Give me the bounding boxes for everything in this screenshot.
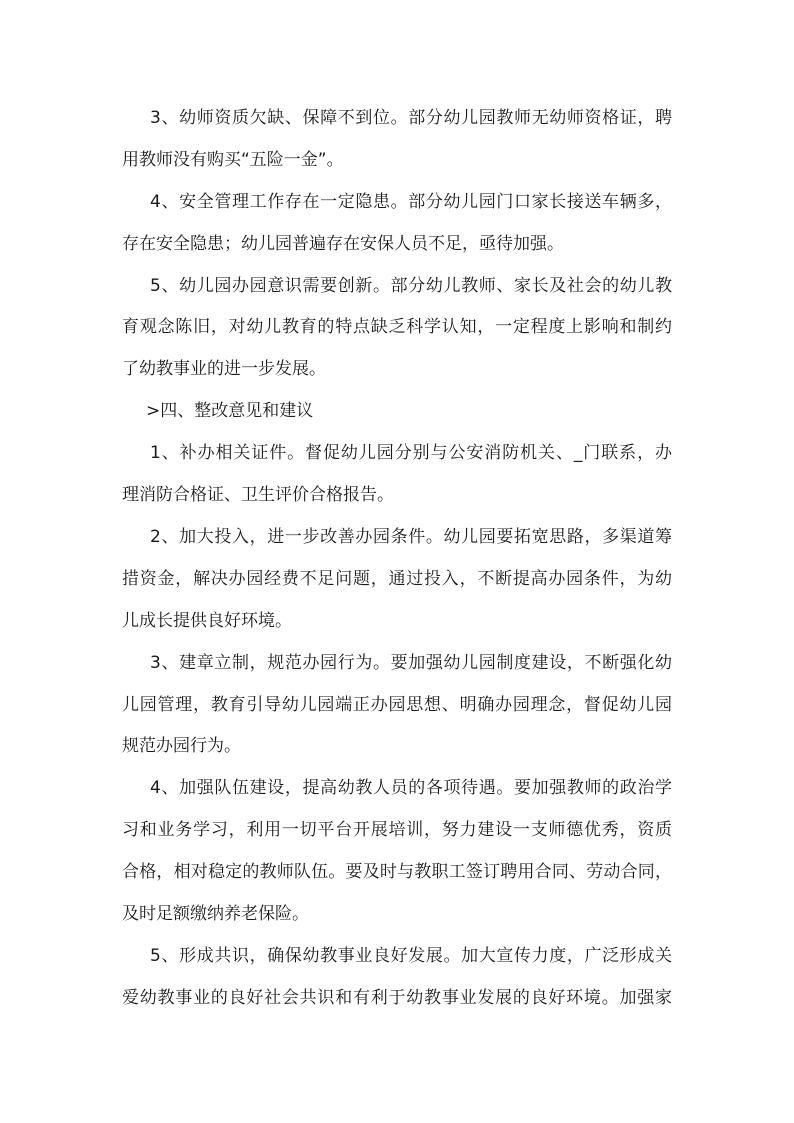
text-line bbox=[0, 691, 794, 719]
paragraph-line: 了幼教事业的进一步发展。 bbox=[122, 359, 326, 379]
text-line bbox=[0, 146, 794, 174]
paragraph-first-line: 1、补办相关证件。督促幼儿园分别与公安消防机关、_门联系，办 bbox=[150, 443, 672, 463]
paragraph-line: 合格，相对稳定的教师队伍。要及时与教职工签订聘用合同、劳动合同， bbox=[122, 862, 672, 882]
text-line bbox=[0, 774, 794, 802]
text-line bbox=[0, 607, 794, 635]
paragraph-line: 规范办园行为。 bbox=[122, 736, 241, 756]
paragraph-first-line: 5、形成共识，确保幼教事业良好发展。加大宣传力度，广泛形成关 bbox=[150, 946, 672, 966]
text-line bbox=[0, 565, 794, 593]
text-line bbox=[0, 984, 794, 1012]
text-line bbox=[0, 732, 794, 760]
paragraph-line: 存在安全隐患；幼儿园普遍存在安保人员不足，亟待加强。 bbox=[122, 234, 564, 254]
paragraph-first-line: 4、加强队伍建设，提高幼教人员的各项待遇。要加强教师的政治学 bbox=[150, 778, 672, 798]
paragraph-line: 儿园管理，教育引导幼儿园端正办园思想、明确办园理念，督促幼儿园 bbox=[122, 695, 672, 715]
paragraph-first-line: 3、幼师资质欠缺、保障不到位。部分幼儿园教师无幼师资格证，聘 bbox=[150, 108, 672, 128]
paragraph-line: 及时足额缴纳养老保险。 bbox=[122, 904, 309, 924]
text-line bbox=[0, 188, 794, 216]
paragraph-line: 爱幼教事业的良好社会共识和有利于幼教事业发展的良好环境。加强家 bbox=[122, 988, 672, 1008]
paragraph-line: 措资金，解决办园经费不足问题，通过投入，不断提高办园条件，为幼 bbox=[122, 569, 672, 589]
paragraph-first-line: 5、幼儿园办园意识需要创新。部分幼儿教师、家长及社会的幼儿教 bbox=[150, 276, 672, 296]
text-line bbox=[0, 942, 794, 970]
text-line bbox=[0, 439, 794, 467]
text-line bbox=[0, 481, 794, 509]
text-line bbox=[0, 230, 794, 258]
section-heading: >四、整改意见和建议 bbox=[146, 401, 314, 421]
paragraph-first-line: 2、加大投入，进一步改善办园条件。幼儿园要拓宽思路，多渠道筹 bbox=[150, 527, 672, 547]
paragraph-first-line: 3、建章立制，规范办园行为。要加强幼儿园制度建设，不断强化幼 bbox=[150, 653, 672, 673]
paragraph-first-line: 4、安全管理工作存在一定隐患。部分幼儿园门口家长接送车辆多， bbox=[150, 192, 672, 212]
paragraph-line: 儿成长提供良好环境。 bbox=[122, 611, 292, 631]
paragraph-line: 习和业务学习，利用一切平台开展培训，努力建设一支师德优秀，资质 bbox=[122, 820, 672, 840]
text-line bbox=[0, 816, 794, 844]
text-line bbox=[0, 397, 794, 425]
text-line bbox=[0, 900, 794, 928]
text-line bbox=[0, 272, 794, 300]
paragraph-line: 用教师没有购买“五险一金”。 bbox=[122, 150, 344, 170]
paragraph-line: 理消防合格证、卫生评价合格报告。 bbox=[122, 485, 394, 505]
text-line bbox=[0, 313, 794, 341]
text-line bbox=[0, 858, 794, 886]
text-line bbox=[0, 649, 794, 677]
text-line bbox=[0, 355, 794, 383]
paragraph-line: 育观念陈旧，对幼儿教育的特点缺乏科学认知，一定程度上影响和制约 bbox=[122, 317, 672, 337]
text-line bbox=[0, 523, 794, 551]
text-line bbox=[0, 104, 794, 132]
